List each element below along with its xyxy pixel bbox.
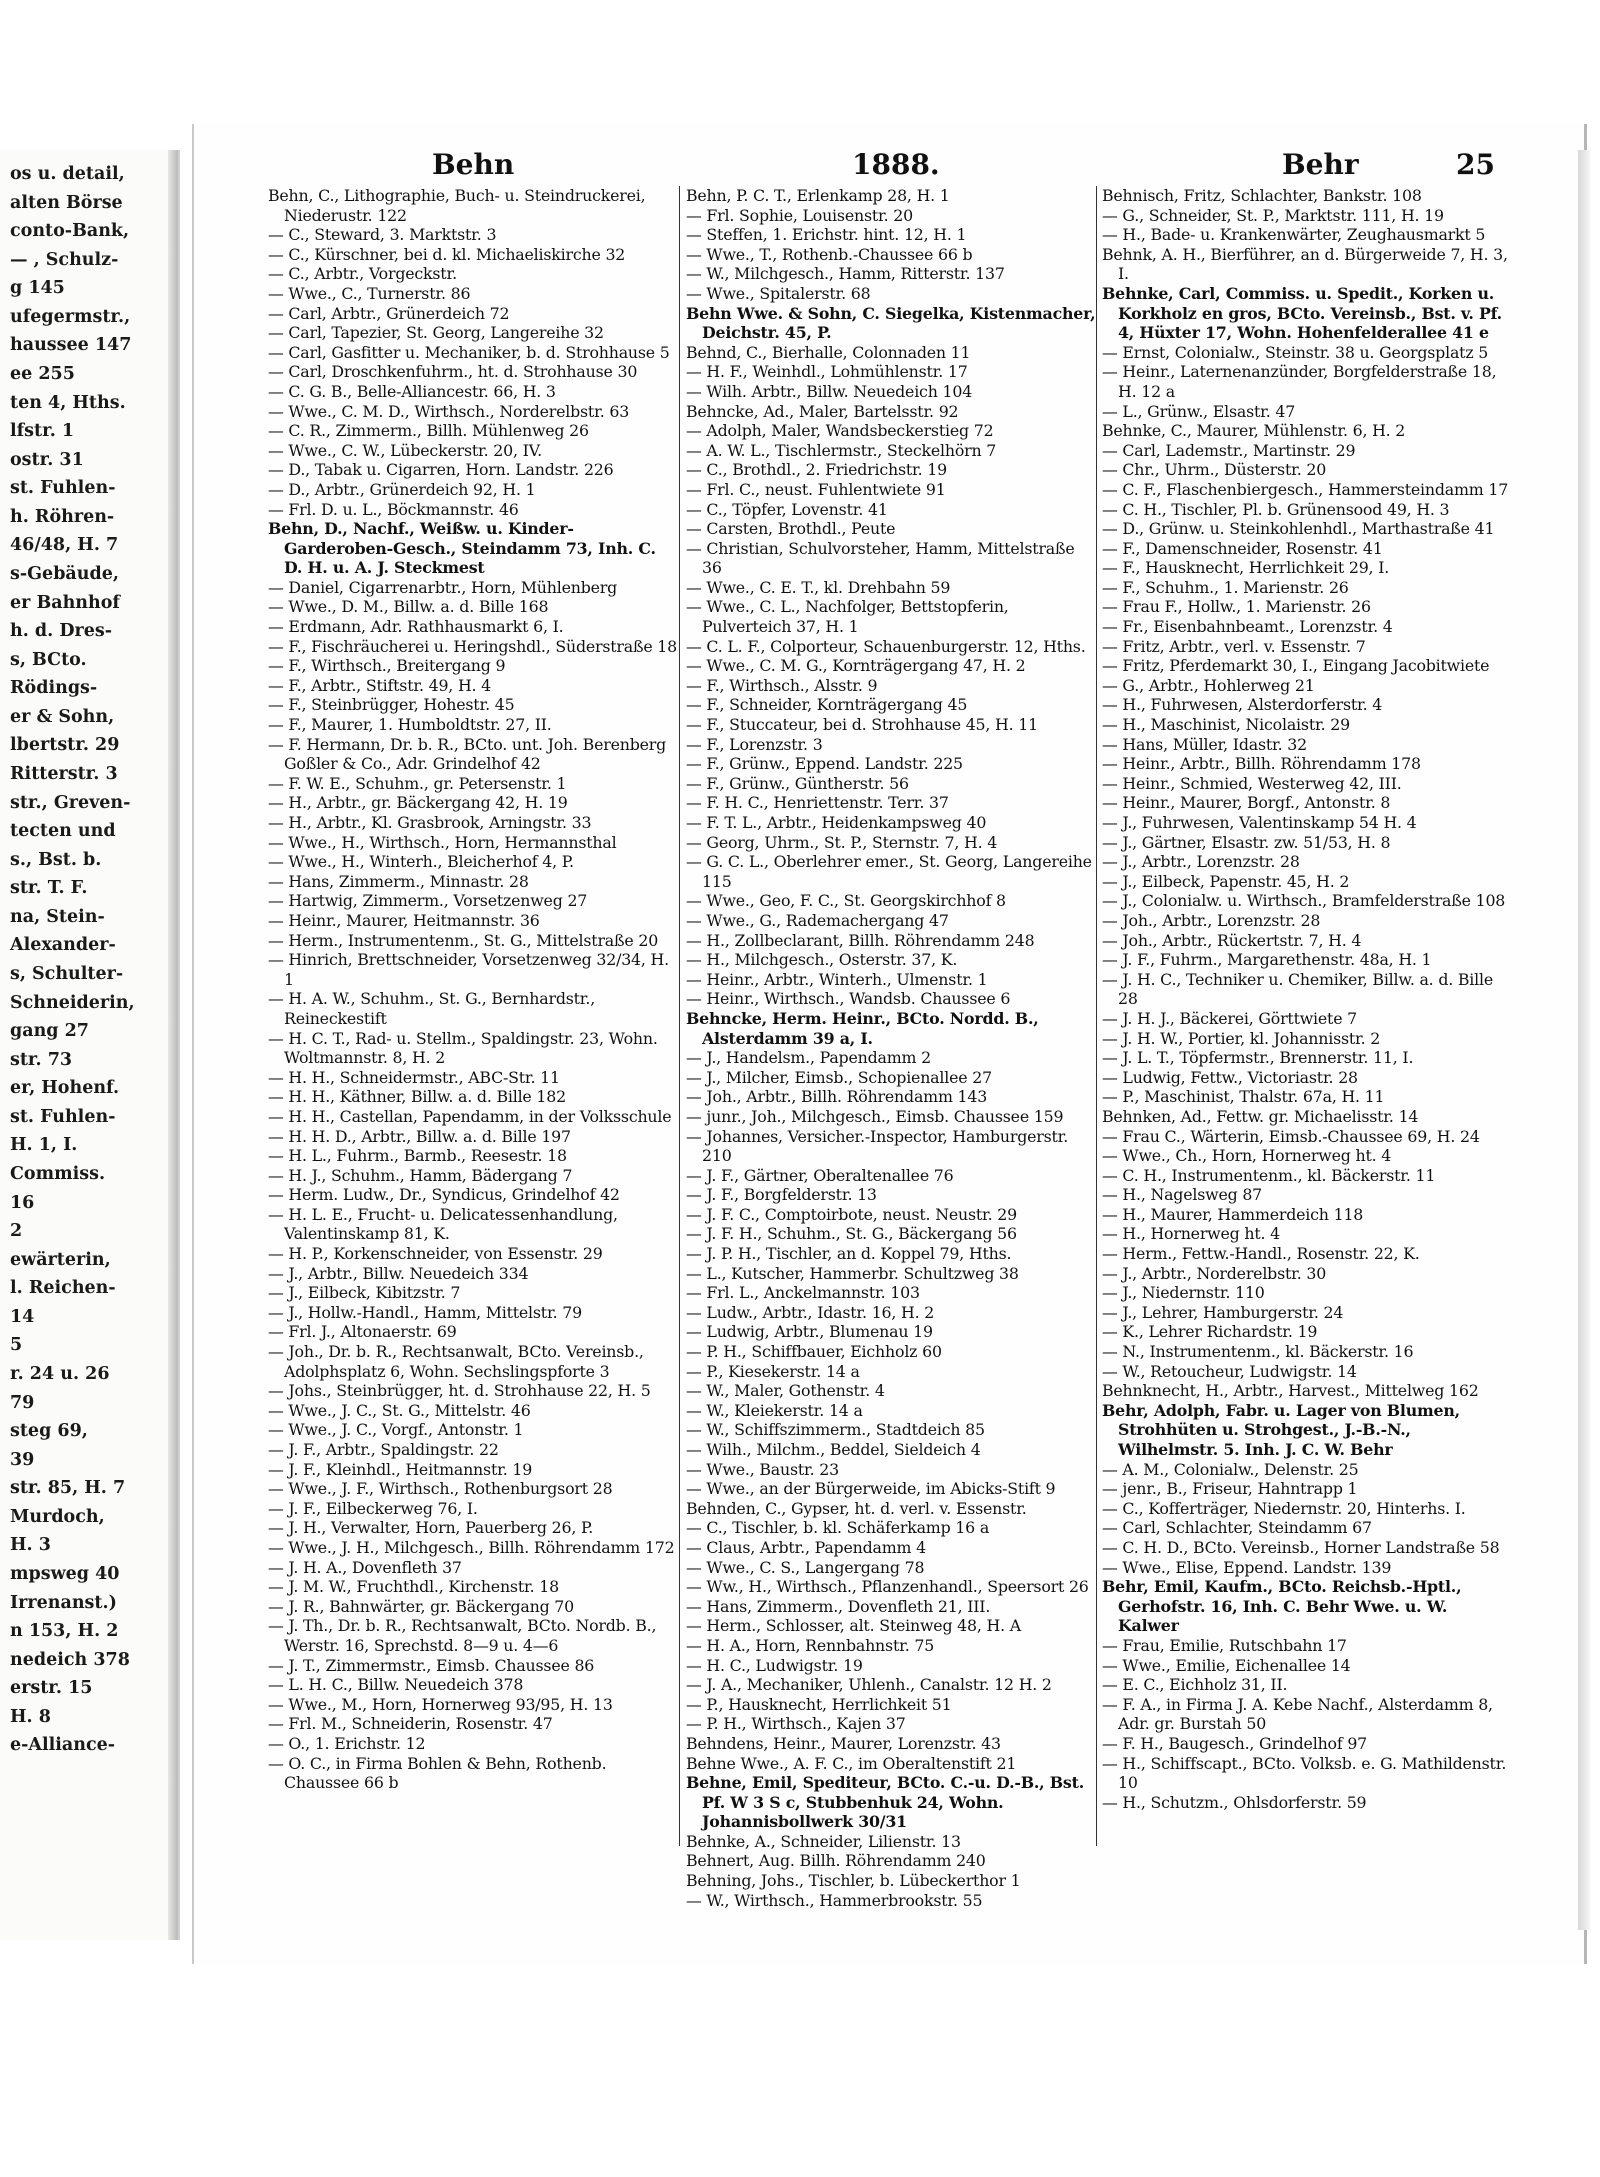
left-margin-fragment: l. Reichen- (10, 1278, 116, 1299)
directory-entry: — Wwe., J. H., Milchgesch., Billh. Röhrendamm 172 (268, 1537, 675, 1557)
directory-entry: — Hans, Müller, Idastr. 32 (1102, 734, 1307, 754)
directory-entry: — F., Schneider, Kornträgergang 45 (686, 695, 968, 715)
left-margin-fragment: lbertstr. 29 (10, 735, 120, 756)
directory-entry: — Carl, Droschkenfuhrm., ht. d. Strohhause 30 (268, 362, 638, 382)
left-margin-fragment: steg 69, (10, 1421, 88, 1442)
directory-entry: Behnert, Aug. Billh. Röhrendamm 240 (686, 1851, 986, 1871)
directory-entry: — H. H., Käthner, Billw. a. d. Bille 182 (268, 1087, 566, 1107)
directory-entry: — Wwe., Emilie, Eichenallee 14 (1102, 1655, 1351, 1675)
directory-entry: — J. H. A., Dovenfleth 37 (268, 1557, 462, 1577)
left-margin-fragment: h. d. Dres- (10, 621, 112, 642)
directory-entry: — Carl, Tapezier, St. Georg, Langereihe 32 (268, 323, 604, 343)
directory-entry: — Heinr., Wirthsch., Wandsb. Chaussee 6 (686, 989, 1011, 1009)
directory-entry: — J. H. W., Portier, kl. Johannisstr. 2 (1102, 1028, 1381, 1048)
directory-entry: — C. F., Flaschenbiergesch., Hammersteindamm 17 (1102, 479, 1509, 499)
directory-entry: — P., Hausknecht, Herrlichkeit 51 (686, 1694, 952, 1714)
left-margin-fragment: nedeich 378 (10, 1649, 130, 1670)
directory-entry: — Wwe., C. E. T., kl. Drehbahn 59 (686, 577, 951, 597)
left-margin-fragment: lfstr. 1 (10, 421, 75, 442)
directory-entry: — H., Zollbeclarant, Billh. Röhrendamm 248 (686, 930, 1035, 950)
left-margin-fragment: Murdoch, (10, 1506, 105, 1527)
directory-entry: — H., Nagelsweg 87 (1102, 1185, 1263, 1205)
left-margin-fragment: g 145 (10, 278, 65, 299)
directory-entry: — C., Kürschner, bei d. kl. Michaeliskirche 32 (268, 244, 626, 264)
directory-entry: — Frl. J., Altonaerstr. 69 (268, 1322, 457, 1342)
directory-entry: — Hans, Zimmerm., Dovenfleth 21, III. (686, 1596, 991, 1616)
directory-entry: — W., Kleiekerstr. 14 a (686, 1400, 863, 1420)
directory-entry: — H. L., Fuhrm., Barmb., Reesestr. 18 (268, 1146, 567, 1166)
left-margin-fragment: 39 (10, 1449, 35, 1470)
directory-entry: Behnk, A. H., Bierführer, an d. Bürgerweide 7, H. 3, I. (1102, 244, 1508, 284)
directory-entry: — J., Arbtr., Norderelbstr. 30 (1102, 1263, 1327, 1283)
directory-entry: — Herm., Schlosser, alt. Steinweg 48, H. A (686, 1616, 1021, 1636)
directory-entry: — F. H., Baugesch., Grindelhof 97 (1102, 1733, 1368, 1753)
directory-entry: — Carl, Schlachter, Steindamm 67 (1102, 1518, 1372, 1538)
directory-entry: — Erdmann, Adr. Rathhausmarkt 6, I. (268, 617, 564, 637)
directory-entry: — Frl. D. u. L., Böckmannstr. 46 (268, 499, 519, 519)
directory-entry: — C. G. B., Belle-Alliancestr. 66, H. 3 (268, 381, 556, 401)
directory-entry: — W., Retoucheur, Ludwigstr. 14 (1102, 1361, 1357, 1381)
directory-entry: — W., Milchgesch., Hamm, Ritterstr. 137 (686, 264, 1005, 284)
directory-entry: — F., Hausknecht, Herrlichkeit 29, I. (1102, 558, 1390, 578)
directory-entry: — D., Arbtr., Grünerdeich 92, H. 1 (268, 479, 536, 499)
directory-entry: — J. F. H., Schuhm., St. G., Bäckergang 56 (686, 1224, 1017, 1244)
directory-entry: — Hinrich, Brettschneider, Vorsetzenweg 32/34, H. 1 (268, 950, 669, 989)
directory-entry: — Herm. Ludw., Dr., Syndicus, Grindelhof 42 (268, 1185, 620, 1205)
directory-entry: — H. A. W., Schuhm., St. G., Bernhardstr., Reineckestift (268, 989, 596, 1028)
directory-entry: — J. A., Mechaniker, Uhlenh., Canalstr. 12 H. 2 (686, 1675, 1052, 1695)
left-margin-fragment: st. Fuhlen- (10, 1106, 116, 1127)
directory-entry: — J., Niedernstr. 110 (1102, 1283, 1265, 1303)
directory-column-1 (268, 186, 678, 1886)
left-margin-fragment: gang 27 (10, 1021, 89, 1042)
directory-column-2 (686, 186, 1096, 1910)
directory-entry: — C., Kofferträger, Niedernstr. 20, Hinterhs. I. (1102, 1498, 1466, 1518)
directory-entry: — Frl. Sophie, Louisenstr. 20 (686, 205, 913, 225)
directory-entry: — F. A., in Firma J. A. Kebe Nachf., Alsterdamm 8, Adr. gr. Burstah 50 (1102, 1694, 1493, 1734)
directory-entry: — Heinr., Laternenanzünder, Borgfelderstraße 18, H. 12 a (1102, 362, 1497, 401)
directory-entry: — J. F., Kleinhdl., Heitmannstr. 19 (268, 1459, 533, 1479)
directory-entry: — F., Grünw., Eppend. Landstr. 225 (686, 754, 963, 774)
directory-entry: — H. P., Korkenschneider, von Essenstr. 29 (268, 1244, 603, 1264)
directory-entry: — H. H., Castellan, Papendamm, in der Volksschule (268, 1106, 672, 1126)
left-margin-fragment: str. T. F. (10, 878, 88, 899)
directory-entry: — H. A., Horn, Rennbahnstr. 75 (686, 1635, 935, 1655)
directory-entry: — F., Wirthsch., Breitergang 9 (268, 656, 506, 676)
directory-entry: — Heinr., Arbtr., Billh. Röhrendamm 178 (1102, 754, 1421, 774)
directory-entry: — N., Instrumentenm., kl. Bäckerstr. 16 (1102, 1342, 1414, 1362)
directory-entry: — Johannes, Versicher.-Inspector, Hamburgerstr. 210 (686, 1126, 1069, 1166)
directory-entry: — Wilh. Arbtr., Billw. Neuedeich 104 (686, 381, 973, 401)
page-number: 25 (1456, 148, 1495, 181)
left-margin-fragment: Irrenanst.) (10, 1592, 117, 1613)
directory-entry: — jenr., B., Friseur, Hahntrapp 1 (1102, 1479, 1358, 1499)
directory-entry: — L., Grünw., Elsastr. 47 (1102, 401, 1296, 421)
directory-entry: — J., Fuhrwesen, Valentinskamp 54 H. 4 (1102, 813, 1417, 832)
directory-entry: — H. H. D., Arbtr., Billw. a. d. Bille 197 (268, 1126, 571, 1146)
page-gutter (168, 150, 178, 1940)
directory-entry: Behnken, Ad., Fettw. gr. Michaelisstr. 14 (1102, 1106, 1419, 1126)
directory-entry: — Wwe., Geo, F. C., St. Georgskirchhof 8 (686, 891, 1006, 911)
left-margin-fragment: n 153, H. 2 (10, 1621, 119, 1642)
directory-entry: Behndens, Heinr., Maurer, Lorenzstr. 43 (686, 1733, 1001, 1753)
directory-entry: — G., Schneider, St. P., Marktstr. 111, H. 19 (1102, 205, 1444, 225)
left-margin-fragment: s, BCto. (10, 649, 87, 670)
directory-entry: — O., 1. Erichstr. 12 (268, 1733, 426, 1753)
left-margin-fragment: 16 (10, 1192, 35, 1213)
left-margin-fragment: 14 (10, 1306, 35, 1327)
directory-entry: — Frau, Emilie, Rutschbahn 17 (1102, 1635, 1347, 1655)
directory-entry: Behning, Johs., Tischler, b. Lübeckerthor 1 (686, 1871, 1021, 1891)
directory-entry: — Herm., Fettw.-Handl., Rosenstr. 22, K. (1102, 1244, 1420, 1264)
directory-entry: Behnisch, Fritz, Schlachter, Bankstr. 108 (1102, 186, 1422, 205)
directory-entry: — F. T. L., Arbtr., Heidenkampsweg 40 (686, 813, 987, 832)
directory-entry: — Carl, Arbtr., Grünerdeich 72 (268, 303, 510, 323)
left-margin-fragment: str. 73 (10, 1049, 73, 1070)
left-margin-fragment: st. Fuhlen- (10, 478, 116, 499)
left-margin-fragment: h. Röhren- (10, 506, 115, 527)
directory-entry: Behn, C., Lithographie, Buch- u. Steindruckerei, Niederustr. 122 (268, 186, 646, 225)
directory-entry: Behne, Emil, Spediteur, BCto. C.-u. D.-B., Bst. Pf. W 3 S c, Stubbenhuk 24, Wohn. Johannisbollwerk 30/31 (686, 1773, 1085, 1832)
directory-entry: — Johs., Steinbrügger, ht. d. Strohhause 22, H. 5 (268, 1381, 651, 1401)
directory-entry: — J., Lehrer, Hamburgerstr. 24 (1102, 1302, 1344, 1322)
header-year: 1888. (852, 148, 940, 181)
directory-entry: — Wilh., Milchm., Beddel, Sieldeich 4 (686, 1440, 981, 1459)
directory-entry: Behncke, Herm. Heinr., BCto. Nordd. B., Alsterdamm 39 a, I. (686, 1008, 1039, 1048)
left-margin-fragment: er Bahnhof (10, 592, 120, 613)
directory-entry: Behn, D., Nachf., Weißw. u. Kinder-Garderoben-Gesch., Steindamm 73, Inh. C. D. H. u. A. J. Steckmest (268, 519, 656, 578)
directory-entry: — Georg, Uhrm., St. P., Sternstr. 7, H. 4 (686, 832, 998, 852)
left-margin-fragment: tecten und (10, 821, 116, 842)
directory-entry: Behr, Adolph, Fabr. u. Lager von Blumen, Strohhüten u. Strohgest., J.-B.-N., Wilhelmstr. 5. Inh. J. C. W. Behr (1102, 1400, 1460, 1459)
left-margin-fragment: r. 24 u. 26 (10, 1364, 110, 1384)
directory-entry: Behn Wwe. & Sohn, C. Siegelka, Kistenmacher, Deichstr. 45, P. (686, 303, 1096, 343)
left-page-fragment (0, 150, 180, 1940)
directory-entry: — L., Kutscher, Hammerbr. Schultzweg 38 (686, 1263, 1019, 1283)
directory-entry: — Wwe., Elise, Eppend. Landstr. 139 (1102, 1557, 1392, 1577)
directory-entry: — Wwe., H., Winterh., Bleicherhof 4, P. (268, 852, 574, 872)
directory-entry: — O. C., in Firma Bohlen & Behn, Rothenb. Chaussee 66 b (268, 1753, 607, 1793)
directory-entry: — Wwe., D. M., Billw. a. d. Bille 168 (268, 597, 549, 617)
directory-entry: — J., Arbtr., Billw. Neuedeich 334 (268, 1263, 529, 1283)
directory-entry: — junr., Joh., Milchgesch., Eimsb. Chaussee 159 (686, 1106, 1064, 1126)
directory-entry: — J. F., Borgfelderstr. 13 (686, 1185, 877, 1205)
left-margin-fragment: mpsweg 40 (10, 1564, 120, 1584)
directory-entry: — C., Töpfer, Lovenstr. 41 (686, 499, 888, 519)
directory-entry: — Wwe., G., Rademachergang 47 (686, 910, 949, 930)
header-left-word: Behn (432, 148, 515, 181)
left-margin-fragment: e-Alliance- (10, 1735, 116, 1756)
page-edge-shadow (1578, 150, 1590, 1930)
directory-entry: — Frau F., Hollw., 1. Marienstr. 26 (1102, 597, 1371, 617)
directory-entry: — W., Maler, Gothenstr. 4 (686, 1381, 885, 1401)
directory-entry: — K., Lehrer Richardstr. 19 (1102, 1322, 1318, 1342)
directory-entry: — G. C. L., Oberlehrer emer., St. Georg, Langereihe 115 (686, 852, 1092, 891)
left-margin-fragment: H. 8 (10, 1706, 51, 1727)
directory-entry: — Wwe., J. C., Vorgf., Antonstr. 1 (268, 1420, 524, 1440)
directory-entry: — Carl, Lademstr., Martinstr. 29 (1102, 440, 1356, 460)
directory-entry: — F., Wirthsch., Alsstr. 9 (686, 675, 878, 695)
directory-entry: — Frl. L., Anckelmannstr. 103 (686, 1283, 920, 1303)
directory-entry: — Daniel, Cigarrenarbtr., Horn, Mühlenberg (268, 577, 618, 597)
directory-entry: — C. L. F., Colportеur, Schauenburgerstr. 12, Hths. (686, 636, 1086, 656)
directory-entry: — F., Lorenzstr. 3 (686, 734, 823, 754)
left-margin-fragment: Schneiderin, (10, 992, 135, 1013)
directory-entry: — J., Milcher, Eimsb., Schopienallee 27 (686, 1067, 992, 1087)
directory-entry: — Wwe., J. F., Wirthsch., Rothenburgsort 28 (268, 1479, 613, 1499)
directory-entry: Behnden, C., Gypser, ht. d. verl. v. Essenstr. (686, 1498, 1027, 1518)
left-margin-fragment: ufegermstr., (10, 306, 131, 327)
directory-entry: — F., Steinbrügger, Hohestr. 45 (268, 695, 515, 715)
left-margin-fragment: ostr. 31 (10, 449, 84, 470)
directory-entry: — Joh., Arbtr., Lorenzstr. 28 (1102, 910, 1321, 930)
directory-entry: — Wwe., Baustr. 23 (686, 1459, 840, 1479)
directory-entry: — Hans, Zimmerm., Minnastr. 28 (268, 871, 529, 891)
directory-entry: — P. H., Schiffbauer, Eichholz 60 (686, 1342, 942, 1362)
directory-entry: Behr, Emil, Kaufm., BCto. Reichsb.-Hptl., Gerhofstr. 16, Inh. C. Behr Wwe. u. W. Kalwer (1102, 1577, 1462, 1636)
left-margin-fragment: os u. detail, (10, 164, 125, 184)
column-divider (1096, 186, 1097, 1846)
left-margin-fragment: er & Sohn, (10, 706, 115, 727)
left-margin-fragment: alten Börse (10, 192, 123, 213)
directory-entry: — C., Brothdl., 2. Friedrichstr. 19 (686, 460, 947, 480)
left-margin-fragment: — , Schulz- (10, 249, 119, 270)
directory-entry: Behnknecht, H., Arbtr., Harvest., Mittelweg 162 (1102, 1381, 1479, 1401)
directory-entry: — J. H. C., Techniker u. Chemiker, Billw. a. d. Bille 28 (1102, 969, 1493, 1009)
directory-entry: — F. Hermann, Dr. b. R., BCto. unt. Joh. Berenberg Goßler & Co., Adr. Grindelhof 42 (268, 734, 667, 774)
directory-entry: — F., Damenschneider, Rosenstr. 41 (1102, 538, 1383, 558)
column-divider (679, 186, 680, 1846)
left-margin-fragment: H. 1, I. (10, 1135, 78, 1156)
directory-entry: — J., Hollw.-Handl., Hamm, Mittelstr. 79 (268, 1302, 582, 1322)
directory-entry: — Joh., Dr. b. R., Rechtsanwalt, BCto. Vereinsb., Adolphsplatz 6, Wohn. Sechslingspforte 3 (268, 1342, 644, 1381)
directory-entry: — F., Fischräucherei u. Heringshdl., Süderstraße 18 (268, 636, 678, 656)
directory-entry: — P. H., Wirthsch., Kajen 37 (686, 1714, 906, 1734)
left-margin-fragment: str. 85, H. 7 (10, 1478, 126, 1499)
directory-entry: — J. Th., Dr. b. R., Rechtsanwalt, BCto. Nordb. B., Werstr. 16, Sprechstd. 8—9 u. 4—6 (268, 1616, 657, 1655)
directory-entry: — G., Arbtr., Hohlerweg 21 (1102, 675, 1315, 695)
directory-entry: — Herm., Instrumentenm., St. G., Mittelstraße 20 (268, 930, 659, 950)
left-margin-fragment: ten 4, Hths. (10, 392, 126, 413)
left-margin-fragment: s, Schulter- (10, 964, 124, 984)
directory-entry: — C., Arbtr., Vorgeckstr. (268, 264, 457, 284)
directory-entry: — C. H. D., BCto. Vereinsb., Horner Landstraße 58 (1102, 1537, 1500, 1557)
directory-entry: — H. H., Schneidermstr., ABC-Str. 11 (268, 1067, 560, 1087)
directory-entry: — C., Tischler, b. kl. Schäferkamp 16 a (686, 1518, 990, 1538)
directory-entry: Behnke, A., Schneider, Lilienstr. 13 (686, 1831, 961, 1851)
directory-entry: — D., Tabak u. Cigarren, Horn. Landstr. 226 (268, 460, 614, 480)
directory-entry: — Ludwig, Fettw., Victoriastr. 28 (1102, 1067, 1358, 1087)
directory-entry: Behncke, Ad., Maler, Bartelsstr. 92 (686, 401, 959, 421)
directory-entry: — J. H. J., Bäckerei, Görttwiete 7 (1102, 1008, 1358, 1028)
directory-entry: — J., Handelsm., Papendamm 2 (686, 1048, 931, 1068)
directory-entry: — Christian, Schulvorsteher, Hamm, Mittelstraße 36 (686, 538, 1075, 578)
left-margin-fragment: ee 255 (10, 364, 75, 384)
directory-entry: Behnke, Carl, Commiss. u. Spedit., Korken u. Korkholz en gros, BCto. Vereinsb., Bst. v. Pf. 4, Hüxter 17, Wohn. Hohenfelderallee 41 e (1102, 283, 1502, 343)
left-margin-fragment: s-Gebäude, (10, 564, 119, 584)
left-margin-fragment: Rödings- (10, 678, 98, 699)
directory-entry: — J., Eilbeck, Kibitzstr. 7 (268, 1283, 461, 1303)
directory-entry: — W., Schiffszimmerm., Stadtdeich 85 (686, 1420, 985, 1440)
left-margin-fragment: erstr. 15 (10, 1678, 93, 1699)
directory-entry: Behnd, C., Bierhalle, Colonnaden 11 (686, 342, 971, 362)
directory-entry: — A. W. L., Tischlermstr., Steckelhörn 7 (686, 440, 997, 460)
directory-entry: — Wwe., J. C., St. G., Mittelstr. 46 (268, 1400, 531, 1420)
left-margin-fragment: Ritterstr. 3 (10, 764, 118, 784)
left-margin-fragment: haussee 147 (10, 335, 132, 356)
directory-entry: — J. R., Bahnwärter, gr. Bäckergang 70 (268, 1596, 574, 1616)
directory-entry: — Carl, Gasfitter u. Mechaniker, b. d. Strohhause 5 (268, 342, 670, 362)
directory-entry: — F., Maurer, 1. Humboldtstr. 27, II. (268, 715, 552, 735)
directory-entry: — H., Maschinist, Nicolaistr. 29 (1102, 715, 1350, 735)
directory-entry: — Wwe., Spitalerstr. 68 (686, 283, 871, 303)
directory-entry: — H., Schiffscapt., BCto. Volksb. e. G. Mathildenstr. 10 (1102, 1753, 1507, 1793)
directory-entry: — C. H., Instrumentenm., kl. Bäckerstr. 11 (1102, 1165, 1436, 1185)
directory-entry: — Wwe., C. W., Lübeckerstr. 20, IV. (268, 440, 542, 460)
left-margin-fragment: H. 3 (10, 1535, 51, 1556)
directory-entry: — Ww., H., Wirthsch., Pflanzenhandl., Speersort 26 (686, 1577, 1089, 1597)
directory-entry: — F., Schuhm., 1. Marienstr. 26 (1102, 577, 1349, 597)
directory-entry: — H., Milchgesch., Osterstr. 37, K. (686, 950, 958, 970)
directory-entry: — C. R., Zimmerm., Billh. Mühlenweg 26 (268, 421, 589, 441)
directory-entry: — Wwe., C. M. D., Wirthsch., Norderelbstr. 63 (268, 401, 630, 421)
header-right-word: Behr (1282, 148, 1359, 181)
directory-entry: — H. C., Ludwigstr. 19 (686, 1655, 863, 1675)
directory-entry: — Fritz, Arbtr., verl. v. Essenstr. 7 (1102, 636, 1366, 656)
directory-entry: — E. C., Eichholz 31, II. (1102, 1675, 1288, 1695)
directory-entry: — Frl. M., Schneiderin, Rosenstr. 47 (268, 1714, 553, 1734)
directory-entry: — Fritz, Pferdemarkt 30, I., Eingang Jacobitwiete (1102, 656, 1490, 676)
directory-entry: — J., Gärtner, Elsastr. zw. 51/53, H. 8 (1102, 832, 1391, 852)
directory-entry: — Fr., Eisenbahnbeamt., Lorenzstr. 4 (1102, 617, 1393, 637)
directory-entry: — Wwe., C. S., Langergang 78 (686, 1557, 925, 1577)
directory-entry: — Wwe., an der Bürgerweide, im Abicks-Stift 9 (686, 1479, 1056, 1499)
left-margin-fragment: Alexander- (10, 935, 116, 956)
directory-entry: — Ludwig, Arbtr., Blumenau 19 (686, 1322, 933, 1342)
directory-entry: — J., Colonialw. u. Wirthsch., Bramfelderstraße 108 (1102, 891, 1506, 911)
page-header (232, 148, 1562, 188)
directory-entry: — J. F., Fuhrm., Margarethenstr. 48a, H. 1 (1102, 950, 1432, 970)
directory-entry: — J. F. C., Comptoirbote, neust. Neustr. 29 (686, 1204, 1017, 1224)
directory-entry: — Wwe., Ch., Horn, Hornerweg ht. 4 (1102, 1146, 1392, 1166)
directory-entry: — W., Wirthsch., Hammerbrookstr. 55 (686, 1890, 983, 1910)
left-margin-fragment: 5 (10, 1335, 23, 1356)
directory-entry: — J. M. W., Fruchthdl., Kirchenstr. 18 (268, 1577, 559, 1597)
directory-entry: — C., Steward, 3. Marktstr. 3 (268, 225, 497, 245)
left-margin-fragment: er, Hohenf. (10, 1078, 120, 1099)
directory-entry: — J. L. T., Töpfermstr., Brennerstr. 11, I. (1102, 1048, 1414, 1068)
directory-entry: — C. H., Tischler, Pl. b. Grünensood 49, H. 3 (1102, 499, 1450, 519)
directory-entry: — H., Maurer, Hammerdeich 118 (1102, 1204, 1364, 1224)
directory-entry: — Heinr., Arbtr., Winterh., Ulmenstr. 1 (686, 969, 988, 989)
directory-entry: — F. W. E., Schuhm., gr. Petersenstr. 1 (268, 773, 567, 793)
directory-entry: — D., Grünw. u. Steinkohlenhdl., Marthastraße 41 (1102, 519, 1495, 539)
directory-entry: — Frau C., Wärterin, Eimsb.-Chaussee 69, H. 24 (1102, 1126, 1480, 1146)
left-margin-fragment: ewärterin, (10, 1249, 111, 1270)
directory-entry: — J. P. H., Tischler, an d. Koppel 79, Hths. (686, 1244, 1012, 1264)
directory-entry: — F., Stuccateur, bei d. Strohhause 45, H. 11 (686, 715, 1038, 735)
directory-entry: — A. M., Colonialw., Delenstr. 25 (1102, 1459, 1359, 1479)
left-margin-fragment: Commiss. (10, 1164, 106, 1184)
directory-entry: — J. T., Zimmermstr., Eimsb. Chaussee 86 (268, 1655, 595, 1675)
directory-entry: — H., Fuhrwesen, Alsterdorferstr. 4 (1102, 695, 1383, 715)
directory-entry: — H., Schutzm., Ohlsdorferstr. 59 (1102, 1792, 1367, 1812)
directory-entry: — H. F., Weinhdl., Lohmühlenstr. 17 (686, 362, 968, 382)
directory-entry: — Joh., Arbtr., Billh. Röhrendamm 143 (686, 1087, 988, 1107)
directory-entry: — Adolph, Maler, Wandsbeckerstieg 72 (686, 421, 994, 441)
directory-entry: — F. H. C., Henriettenstr. Terr. 37 (686, 793, 949, 813)
directory-entry: — Heinr., Schmied, Westerweg 42, III. (1102, 773, 1402, 793)
directory-entry: — P., Kiesekerstr. 14 a (686, 1361, 860, 1381)
directory-entry: Behnke, C., Maurer, Mühlenstr. 6, H. 2 (1102, 421, 1406, 441)
directory-entry: — Steffen, 1. Erichstr. hint. 12, H. 1 (686, 225, 967, 245)
directory-entry: — Wwe., M., Horn, Hornerweg 93/95, H. 13 (268, 1694, 613, 1714)
directory-entry: — Ludw., Arbtr., Idastr. 16, H. 2 (686, 1302, 935, 1322)
directory-entry: — Chr., Uhrm., Düsterstr. 20 (1102, 460, 1327, 480)
directory-entry: — Wwe., C. L., Nachfolger, Bettstopferin, Pulverteich 37, H. 1 (686, 597, 1009, 637)
directory-entry: — J., Eilbeck, Papenstr. 45, H. 2 (1102, 871, 1350, 891)
directory-entry: — Joh., Arbtr., Rückertstr. 7, H. 4 (1102, 930, 1362, 950)
directory-entry: — J. F., Arbtr., Spaldingstr. 22 (268, 1440, 499, 1459)
left-margin-fragment: 79 (10, 1392, 35, 1413)
left-margin-fragment: 2 (10, 1221, 23, 1242)
directory-entry: — J. F., Gärtner, Oberaltenallee 76 (686, 1165, 954, 1185)
directory-entry: — Hartwig, Zimmerm., Vorsetzenweg 27 (268, 891, 588, 911)
directory-entry: — Carsten, Brothdl., Peute (686, 519, 896, 539)
directory-entry: — H., Bade- u. Krankenwärter, Zeughausmarkt 5 (1102, 225, 1486, 245)
left-margin-fragment: 46/48, H. 7 (10, 535, 119, 556)
directory-entry: — Wwe., T., Rothenb.-Chaussee 66 b (686, 244, 973, 264)
directory-entry: — F., Arbtr., Stiftstr. 49, H. 4 (268, 675, 492, 695)
directory-entry: — Wwe., H., Wirthsch., Horn, Hermannsthal (268, 832, 617, 852)
directory-entry: Behn, P. C. T., Erlenkamp 28, H. 1 (686, 186, 950, 205)
directory-entry: — Ernst, Colonialw., Steinstr. 38 u. Georgsplatz 5 (1102, 342, 1489, 362)
directory-entry: — H. L. E., Frucht- u. Delicatessenhandlung, Valentinskamp 81, K. (268, 1204, 618, 1244)
left-margin-fragment: conto-Bank, (10, 221, 130, 242)
left-margin-fragment: s., Bst. b. (10, 849, 102, 870)
directory-entry: — Frl. C., neust. Fuhlentwiete 91 (686, 479, 946, 499)
directory-entry: — Heinr., Maurer, Borgf., Antonstr. 8 (1102, 793, 1391, 813)
directory-entry: Behne Wwe., A. F. C., im Oberaltenstift 21 (686, 1753, 1017, 1773)
directory-entry: — Claus, Arbtr., Papendamm 4 (686, 1537, 926, 1557)
directory-entry: — H., Arbtr., Kl. Grasbrook, Arningstr. 33 (268, 813, 592, 832)
directory-entry: — F., Grünw., Güntherstr. 56 (686, 773, 909, 793)
left-margin-fragment: str., Greven- (10, 792, 131, 813)
directory-entry: — Wwe., C. M. G., Kornträgergang 47, H. 2 (686, 656, 1026, 676)
directory-entry: — Wwe., C., Turnerstr. 86 (268, 283, 471, 303)
directory-entry: — H., Arbtr., gr. Bäckergang 42, H. 19 (268, 793, 568, 813)
directory-entry: — H. J., Schuhm., Hamm, Bädergang 7 (268, 1165, 573, 1185)
directory-column-3 (1102, 186, 1512, 1886)
directory-entry: — Heinr., Maurer, Heitmannstr. 36 (268, 910, 540, 930)
left-margin-fragment: na, Stein- (10, 906, 105, 927)
directory-entry: — J. H., Verwalter, Horn, Pauerberg 26, P. (268, 1518, 594, 1538)
directory-entry: — J. F., Eilbeckerweg 76, I. (268, 1498, 478, 1518)
directory-entry: — J., Arbtr., Lorenzstr. 28 (1102, 852, 1300, 872)
directory-entry: — H., Hornerweg ht. 4 (1102, 1224, 1280, 1244)
directory-entry: — H. C. T., Rad- u. Stellm., Spaldingstr. 23, Wohn. Woltmannstr. 8, H. 2 (268, 1028, 658, 1068)
directory-entry: — L. H. C., Billw. Neuedeich 378 (268, 1675, 524, 1695)
directory-entry: — P., Maschinist, Thalstr. 67a, H. 11 (1102, 1087, 1385, 1107)
